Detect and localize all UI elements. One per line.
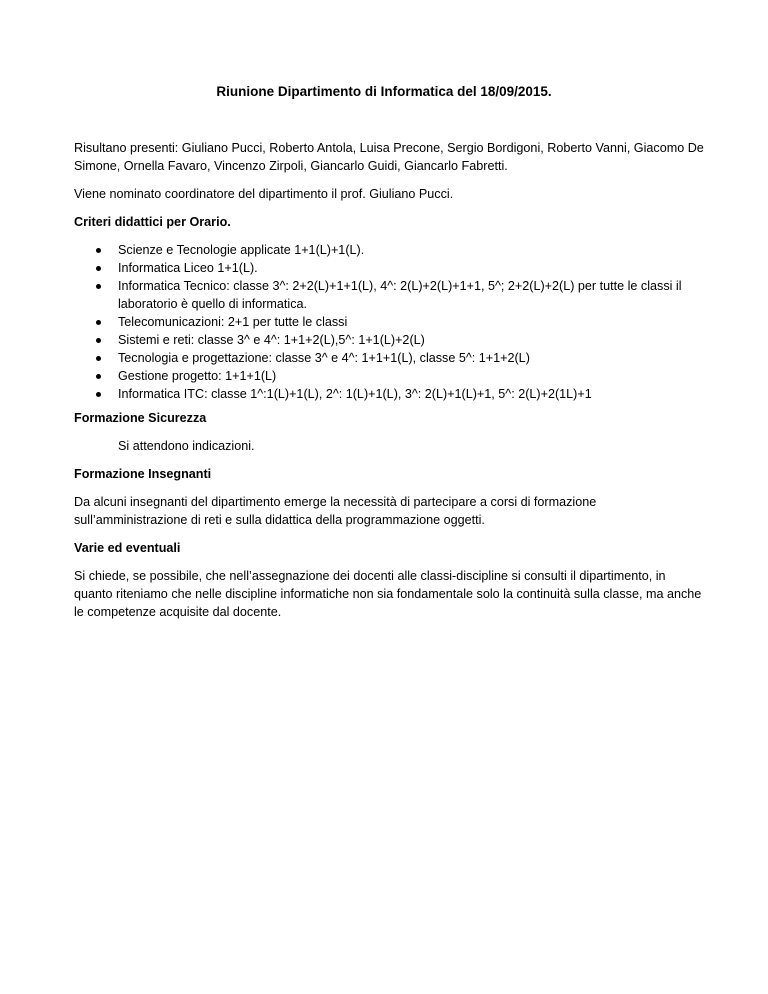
list-item-text: Gestione progetto: 1+1+1(L) bbox=[118, 369, 277, 383]
criteria-heading: Criteri didattici per Orario. bbox=[74, 215, 231, 229]
teachers-heading: Formazione Insegnanti bbox=[74, 467, 212, 481]
bullet-icon bbox=[96, 266, 101, 271]
document-title: Riunione Dipartimento di Informatica del 18/09/2015. bbox=[216, 84, 552, 99]
safety-heading: Formazione Sicurezza bbox=[74, 411, 207, 425]
safety-text: Si attendono indicazioni. bbox=[118, 439, 255, 453]
document-body bbox=[74, 139, 704, 631]
list-item bbox=[74, 259, 704, 277]
list-item bbox=[74, 313, 704, 331]
bullet-icon bbox=[96, 248, 101, 253]
bullet-icon bbox=[96, 374, 101, 379]
list-item bbox=[74, 277, 704, 313]
list-item bbox=[74, 331, 704, 349]
bullet-icon bbox=[96, 338, 101, 343]
list-item-text: Sistemi e reti: classe 3^ e 4^: 1+1+2(L),5^: 1+1(L)+2(L) bbox=[118, 333, 425, 347]
misc-heading: Varie ed eventuali bbox=[74, 541, 181, 555]
attendance-paragraph: Risultano presenti: Giuliano Pucci, Roberto Antola, Luisa Precone, Sergio Bordigoni, Roberto Vanni, Giacomo De Simone, Ornella Favaro, Vincenzo Zirpoli, Giancarlo Guidi, Giancarlo Fabretti. bbox=[74, 141, 704, 173]
bullet-icon bbox=[96, 356, 101, 361]
list-item bbox=[74, 241, 704, 259]
bullet-icon bbox=[96, 284, 101, 289]
misc-text: Si chiede, se possibile, che nell’assegnazione dei docenti alle classi-discipline si consulti il dipartimento, in quanto riteniamo che nelle discipline informatiche non sia fondamentale solo la continuità sulla classe, ma anche le competenze acquisite dal docente. bbox=[74, 569, 702, 619]
bullet-icon bbox=[96, 392, 101, 397]
bullet-icon bbox=[96, 320, 101, 325]
list-item-text: Informatica ITC: classe 1^:1(L)+1(L), 2^: 1(L)+1(L), 3^: 2(L)+1(L)+1, 5^: 2(L)+2(1L)+1 bbox=[118, 387, 592, 401]
coordinator-paragraph: Viene nominato coordinatore del dipartimento il prof. Giuliano Pucci. bbox=[74, 187, 454, 201]
list-item bbox=[74, 385, 704, 403]
list-item-text: Telecomunicazioni: 2+1 per tutte le classi bbox=[118, 315, 348, 329]
list-item bbox=[74, 367, 704, 385]
list-item-text: Tecnologia e progettazione: classe 3^ e 4^: 1+1+1(L), classe 5^: 1+1+2(L) bbox=[118, 351, 530, 365]
criteria-list bbox=[74, 241, 704, 403]
list-item-text: Informatica Tecnico: classe 3^: 2+2(L)+1+1(L), 4^: 2(L)+2(L)+1+1, 5^; 2+2(L)+2(L) per tutte le classi il laboratorio è quello di informatica. bbox=[118, 279, 682, 311]
list-item-text: Informatica Liceo 1+1(L). bbox=[118, 261, 258, 275]
list-item bbox=[74, 349, 704, 367]
teachers-text: Da alcuni insegnanti del dipartimento emerge la necessità di partecipare a corsi di formazione sull’amministrazione di reti e sulla didattica della programmazione oggetti. bbox=[74, 495, 597, 527]
list-item-text: Scienze e Tecnologie applicate 1+1(L)+1(L). bbox=[118, 243, 365, 257]
